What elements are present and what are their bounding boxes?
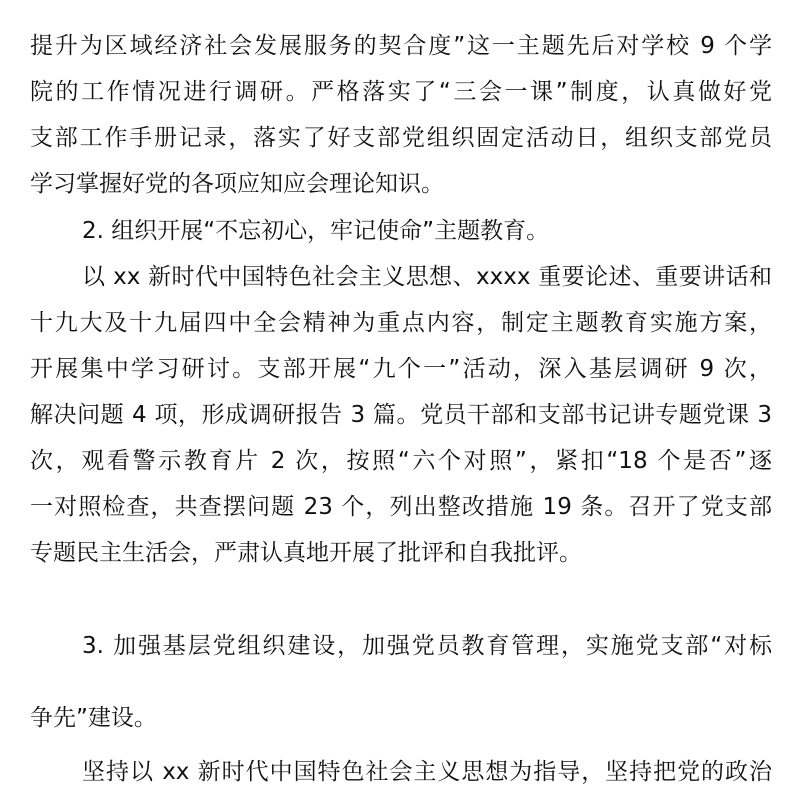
section-heading: 2. 组织开展“不忘初心，牢记使命”主题教育。 [82, 218, 550, 244]
section-heading: 3. 加强基层党组织建设，加强党员教育管理，实施党支部“对标 [82, 633, 772, 659]
paragraph-line: 开展集中学习研讨。支部开展“九个一”活动，深入基层调研 9 次， [30, 356, 772, 382]
paragraph-line: 提升为区域经济社会发展服务的契合度”这一主题先后对学校 9 个学 [30, 33, 772, 59]
paragraph-line: 解决问题 4 项，形成调研报告 3 篇。党员干部和支部书记讲专题党课 3 [30, 402, 772, 428]
paragraph-line: 以 xx 新时代中国特色社会主义思想、xxxx 重要论述、重要讲话和 [82, 264, 772, 290]
paragraph-line: 坚持以 xx 新时代中国特色社会主义思想为指导，坚持把党的政治 [82, 759, 772, 785]
paragraph-line: 次，观看警示教育片 2 次，按照“六个对照”，紧扣“18 个是否”逐 [30, 448, 772, 474]
paragraph-line: 专题民主生活会，严肃认真地开展了批评和自我批评。 [30, 540, 582, 566]
paragraph-line: 院的工作情况进行调研。严格落实了“三会一课”制度，认真做好党 [30, 79, 772, 105]
paragraph-line: 一对照检查，共查摆问题 23 个，列出整改措施 19 条。召开了党支部 [30, 494, 772, 520]
paragraph-line: 十九大及十九届四中全会精神为重点内容，制定主题教育实施方案， [30, 310, 772, 336]
paragraph-line: 支部工作手册记录，落实了好支部党组织固定活动日，组织支部党员 [30, 125, 772, 151]
paragraph-line: 学习掌握好党的各项应知应会理论知识。 [30, 171, 444, 197]
section-heading-continued: 争先”建设。 [30, 705, 157, 731]
